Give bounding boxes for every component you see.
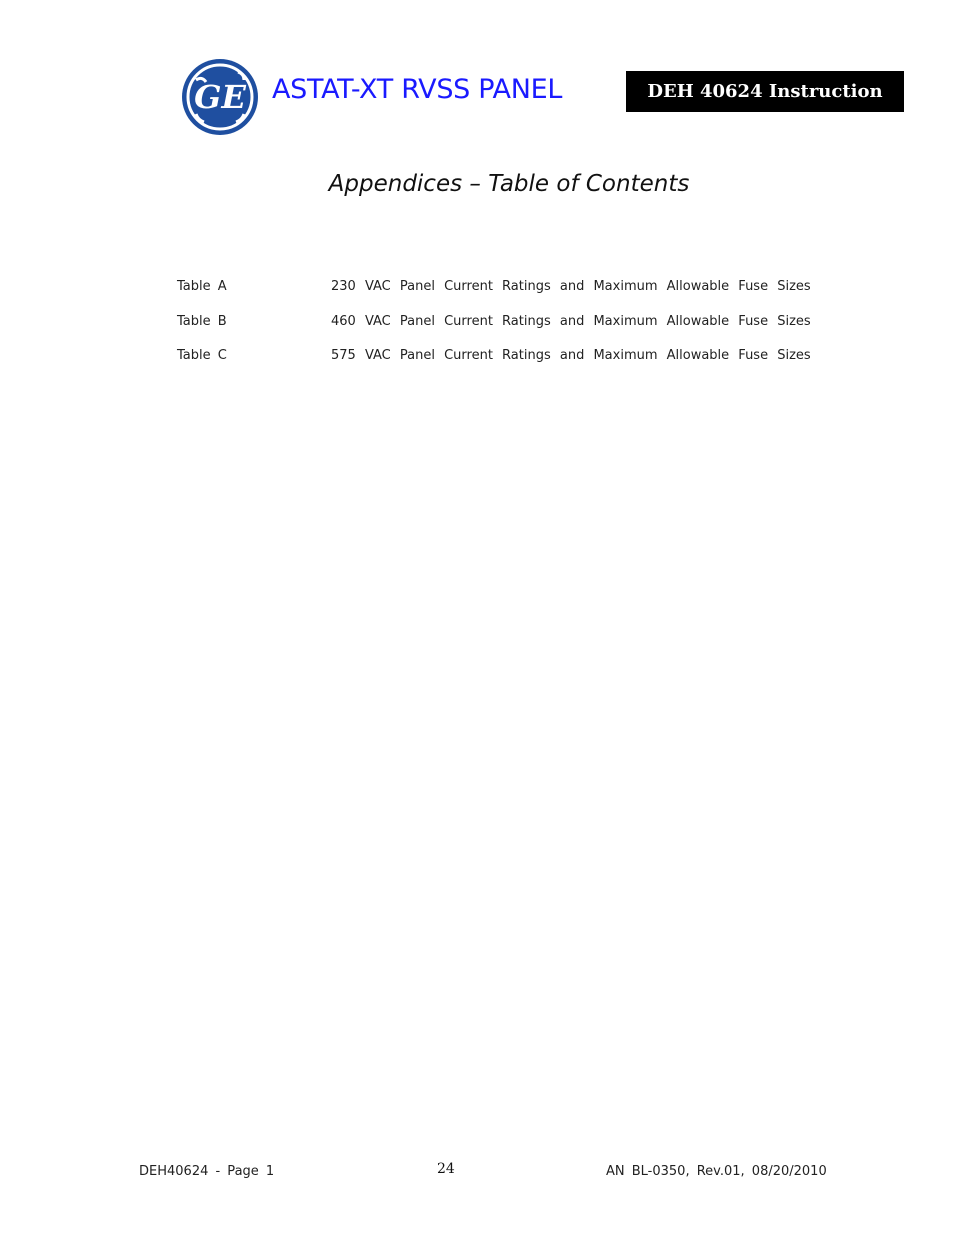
ge-logo-icon xyxy=(180,58,260,136)
footer-page-number: 24 xyxy=(437,1161,455,1177)
section-heading: Appendices – Table of Contents xyxy=(328,171,690,197)
toc-description: 575 VAC Panel Current Ratings and Maximum Allowable Fuse Sizes xyxy=(331,348,811,363)
document-title: ASTAT-XT RVSS PANEL xyxy=(272,74,563,105)
toc-row-table-c xyxy=(177,348,817,368)
toc-row-table-a xyxy=(177,279,817,299)
toc-description: 460 VAC Panel Current Ratings and Maximum Allowable Fuse Sizes xyxy=(331,314,811,329)
footer-revision: AN BL-0350, Rev.01, 08/20/2010 xyxy=(606,1164,827,1179)
ge-logo-text: GE xyxy=(194,78,246,116)
toc-description: 230 VAC Panel Current Ratings and Maximum Allowable Fuse Sizes xyxy=(331,279,811,294)
toc-row-table-b xyxy=(177,314,817,334)
toc-label: Table A xyxy=(177,279,227,294)
toc-label: Table C xyxy=(177,348,227,363)
toc-label: Table B xyxy=(177,314,227,329)
ge-logo-svg xyxy=(180,58,260,136)
footer-page-label: DEH40624 - Page 1 xyxy=(139,1164,275,1179)
document-number-badge: DEH 40624 Instruction xyxy=(626,71,904,112)
